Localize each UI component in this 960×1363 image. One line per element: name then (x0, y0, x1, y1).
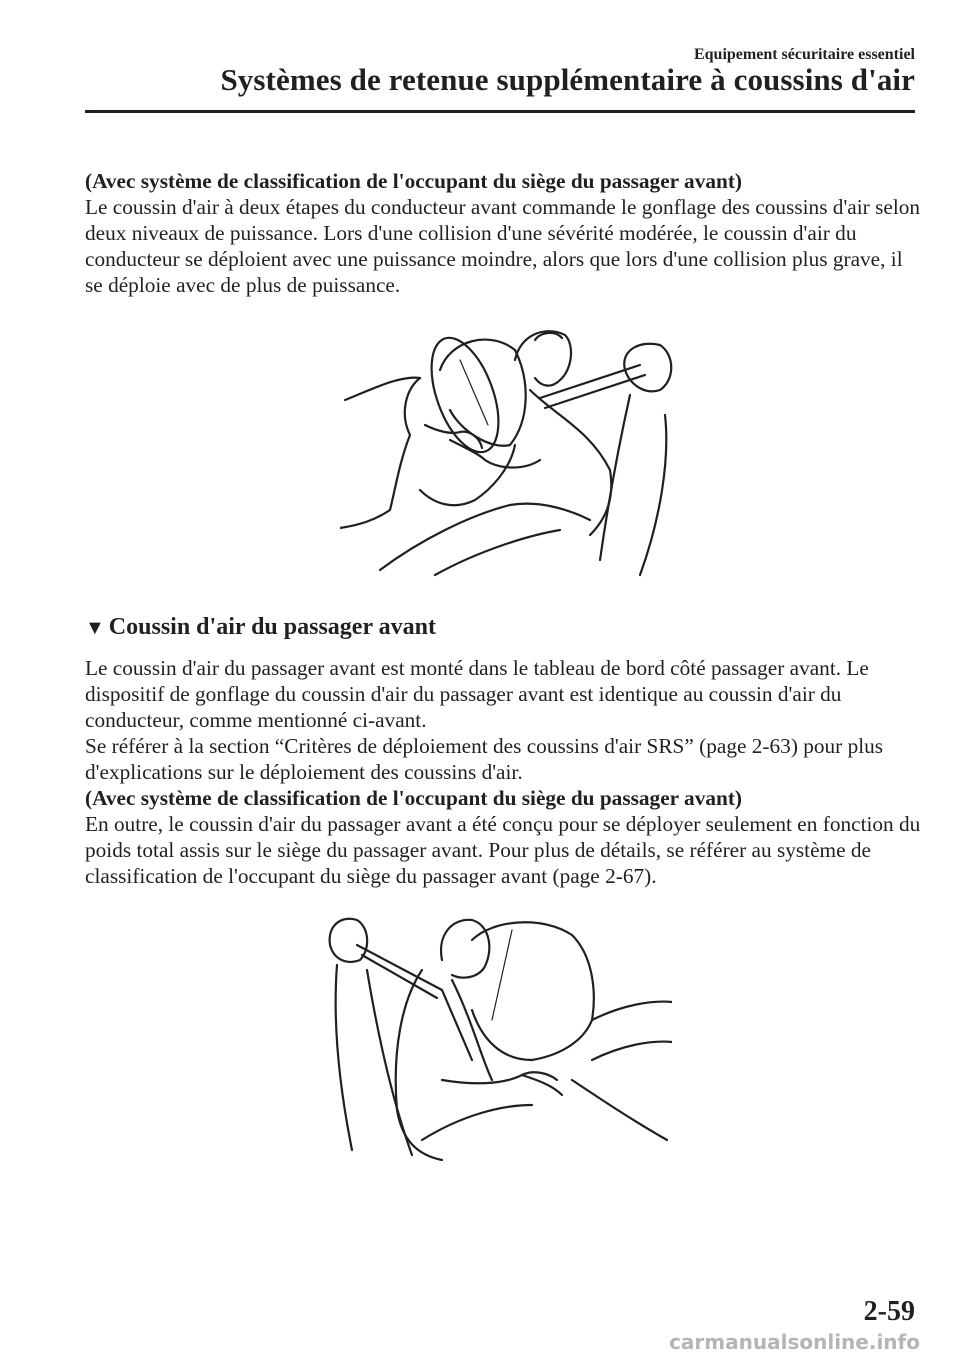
passenger-airbag-paragraph-2: Se référer à la section “Critères de déploiement des coussins d'air SRS” (page 2-63) pour plus d'explications sur le déploiement des coussins d'air. (85, 734, 884, 784)
passenger-airbag-paragraph-1: Le coussin d'air du passager avant est monté dans le tableau de bord côté passager avant. Le dispositif de gonflage du coussin d'air du passager avant est identique au coussin d'air du conducteur, comme mentionné ci-avant. (85, 656, 869, 732)
passenger-airbag-illustration (322, 910, 672, 1162)
driver-airbag-text-block (85, 168, 925, 298)
driver-airbag-illustration (340, 320, 690, 582)
occupant-classification-heading-2: (Avec système de classification de l'occupant du siège du passager avant) (85, 786, 743, 810)
driver-airbag-paragraph: Le coussin d'air à deux étapes du conducteur avant commande le gonflage des coussins d'air selon deux niveaux de puissance. Lors d'une collision d'une sévérité modérée, le coussin d'air du conducteur se déploient avec une puissance moindre, alors que lors d'une collision plus grave, il se déploie avec de plus de puissance. (85, 195, 921, 297)
page-number: 2-59 (863, 1296, 915, 1327)
driver-airbag-icon (340, 320, 690, 582)
passenger-airbag-icon (322, 910, 672, 1162)
page-title: Systèmes de retenue supplémentaire à coussins d'air (220, 62, 915, 97)
passenger-airbag-text-block (85, 655, 925, 889)
passenger-airbag-paragraph-3: En outre, le coussin d'air du passager avant a été conçu pour se déployer seulement en fonction du poids total assis sur le siège du passager avant. Pour plus de détails, se référer au système de classification de l'occupant du siège du passager avant (page 2-67). (85, 812, 921, 888)
occupant-classification-heading-1: (Avec système de classification de l'occupant du siège du passager avant) (85, 169, 743, 193)
watermark: carmanualsonline.info (669, 1330, 920, 1354)
chapter-section-label: Equipement sécuritaire essentiel (693, 46, 915, 63)
section-marker-icon: ▼ (85, 617, 105, 639)
passenger-airbag-section-heading (85, 614, 436, 641)
header-divider (85, 110, 915, 113)
passenger-airbag-section-title: Coussin d'air du passager avant (108, 614, 437, 640)
